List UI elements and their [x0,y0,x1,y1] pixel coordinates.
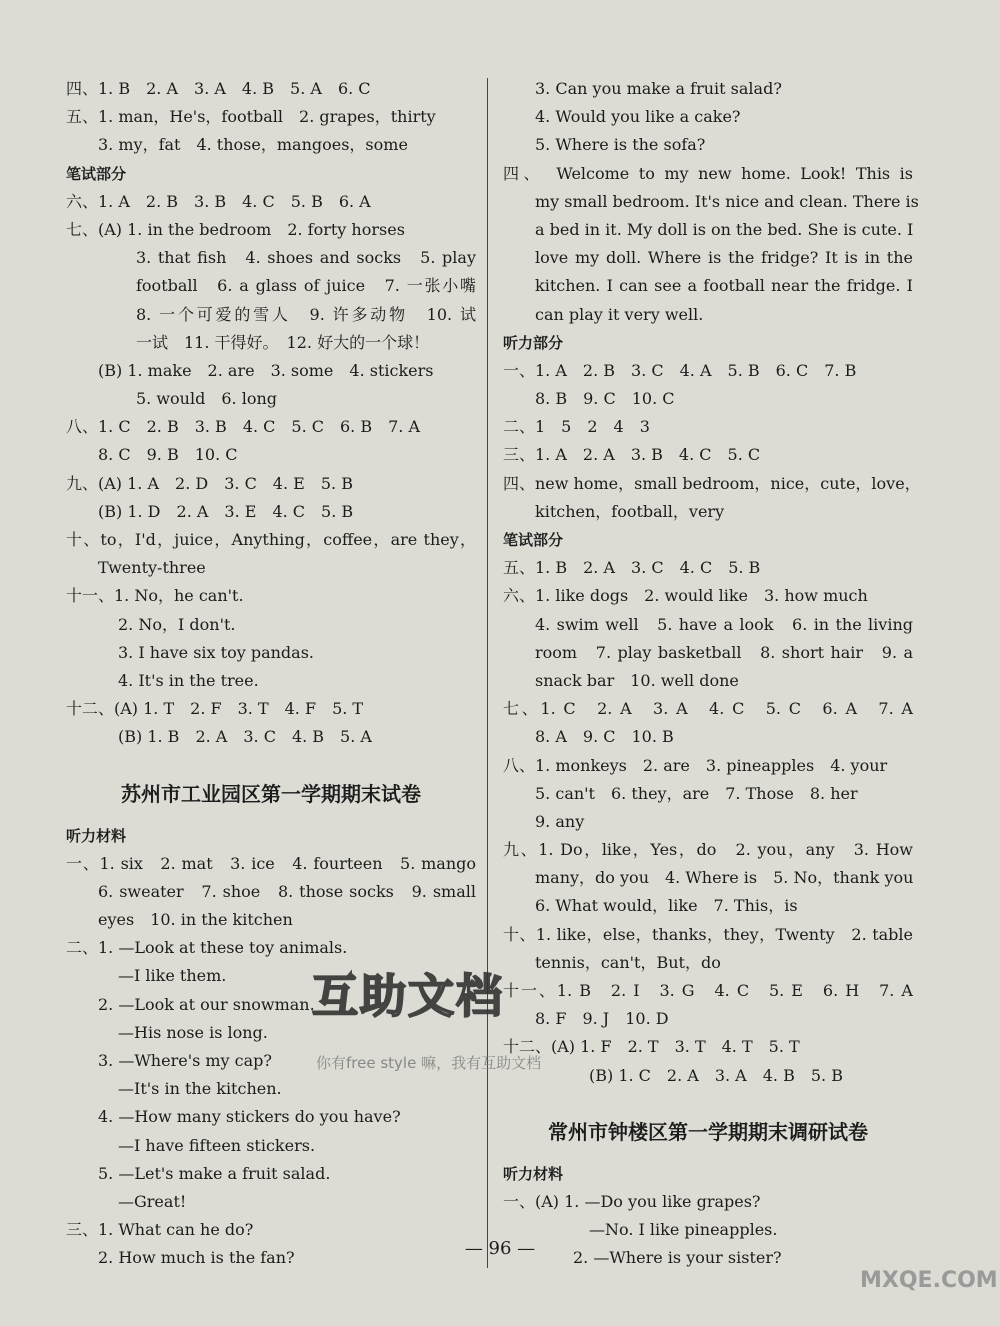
answer-line: 五、1. man，He's，football 2. grapes，thirty [66,107,436,127]
answer-line: 2. How much is the fan? [98,1248,295,1268]
section-heading: 听力材料 [503,1164,564,1183]
answer-line: 八、1. C 2. B 3. B 4. C 5. C 6. B 7. A [66,417,421,437]
answer-line: Twenty-three [98,558,206,578]
section-heading: 听力材料 [66,826,127,845]
answer-line: 8. B 9. C 10. C [535,389,675,409]
answer-line: 8. F 9. J 10. D [535,1009,669,1029]
left-column [66,75,476,1273]
section-heading: 笔试部分 [503,531,564,549]
answer-line: 二、1. —Look at these toy animals. [66,938,348,958]
watermark-site: MXQE.COM [860,1268,998,1293]
page-number: — 96 — [464,1238,536,1259]
column-divider [487,78,488,1268]
answer-line: 五、1. B 2. A 3. C 4. C 5. B [503,558,761,578]
answer-line: 4. Would you like a cake? [535,107,741,127]
answer-line: football 6. a glass of juice 7. 一张小嘴 [136,276,476,296]
answer-line: 一试 11. 干得好。 12. 好大的一个球！ [136,332,430,352]
answer-line: 3. I have six toy pandas. [118,642,314,662]
answer-line: can play it very well. [535,304,704,324]
answer-line: 三、1. What can he do? [66,1220,254,1240]
right-column [503,75,921,1273]
answer-line: 三、1. A 2. A 3. B 4. C 5. C [503,445,761,465]
answer-line: 5. —Let's make a fruit salad. [98,1163,331,1183]
answer-line: 2. —Look at our snowman. [98,994,315,1014]
answer-line: 四、 Welcome to my new home. Look! This is [503,163,913,183]
answer-line: —I like them. [118,966,227,986]
answer-line: snack bar 10. well done [535,670,739,690]
answer-line: 5. would 6. long [136,389,277,409]
answer-line: love my doll. Where is the fridge? It is in the [535,248,913,268]
answer-line: 3. —Where's my cap? [98,1051,272,1070]
answer-line: a bed in it. My doll is on the bed. She is cute. I [535,219,914,239]
answer-line: 8. C 9. B 10. C [98,445,238,465]
answer-line: 2. No，I don't. [118,614,236,634]
answer-line: 八、1. monkeys 2. are 3. pineapples 4. your [503,755,888,775]
answer-line: 七、1. C 2. A 3. A 4. C 5. C 6. A 7. A [503,699,913,719]
answer-line: (B) 1. B 2. A 3. C 4. B 5. A [118,727,372,747]
answer-line: 十二、(A) 1. T 2. F 3. T 4. F 5. T [66,699,364,719]
answer-line: 二、1 5 2 4 3 [503,417,650,437]
answer-line: 六、1. A 2. B 3. B 4. C 5. B 6. A [66,191,371,211]
answer-line: 四、new home，small bedroom，nice，cute，love， [503,473,921,493]
answer-line: (B) 1. C 2. A 3. A 4. B 5. B [589,1065,843,1085]
answer-line: —Great! [118,1191,187,1211]
answer-line: —It's in the kitchen. [118,1079,282,1099]
answer-line: 四、1. B 2. A 3. A 4. B 5. A 6. C [66,79,371,98]
answer-line [503,1090,913,1104]
answer-line: 5. Where is the sofa? [535,135,706,155]
answer-line: 九、1. Do，like，Yes，do 2. you，any 3. How [503,840,913,860]
answer-line: 十一、1. B 2. I 3. G 4. C 5. E 6. H 7. A [503,981,913,1000]
answer-line: 十、to，I'd，juice，Anything，coffee，are they， [66,530,476,549]
answer-line [66,752,476,766]
answer-line: 一、(A) 1. —Do you like grapes? [503,1191,761,1211]
answer-line: 3. Can you make a fruit salad? [535,79,782,98]
answer-line: 4. —How many stickers do you have? [98,1107,401,1127]
answer-line: —I have fifteen stickers. [118,1135,316,1155]
answer-line: 5. can't 6. they，are 7. Those 8. her [535,783,858,803]
answer-line: 十、1. like，else，thanks，they，Twenty 2. table [503,924,913,944]
answer-line: eyes 10. in the kitchen [98,910,293,930]
answer-line: 六、1. like dogs 2. would like 3. how much [503,586,868,606]
section-title: 苏州市工业园区第一学期期末试卷 [121,781,421,806]
answer-line: kitchen. I can see a football near the fridge. I [535,276,913,296]
section-heading: 听力部分 [503,333,564,352]
answer-line: 4. It's in the tree. [118,670,259,690]
answer-line: 十一、1. No，he can't. [66,586,244,606]
answer-line: 九、(A) 1. A 2. D 3. C 4. E 5. B [66,473,353,493]
section-heading: 笔试部分 [66,164,127,183]
answer-line: 8. A 9. C 10. B [535,727,674,747]
answer-line: 9. any [535,811,585,831]
answer-line: —No. I like pineapples. [589,1220,778,1240]
answer-line: —His nose is long. [118,1022,268,1042]
answer-line: 6. sweater 7. shoe 8. those socks 9. small [98,881,476,901]
answer-line: 十二、(A) 1. F 2. T 3. T 4. T 5. T [503,1037,800,1057]
answer-line: room 7. play basketball 8. short hair 9. a [535,642,913,662]
answer-line: 2. —Where is your sister? [573,1248,782,1268]
answer-line: 8. 一个可爱的雪人 9. 许多动物 10. 试 [136,304,476,324]
watermark-slogan: 你有free style 嘛，我有互助文档 [316,1054,542,1072]
answer-line: 七、(A) 1. in the bedroom 2. forty horses [66,219,405,239]
answer-line: 3. my，fat 4. those，mangoes，some [98,135,408,155]
answer-line: my small bedroom. It's nice and clean. There is [535,191,919,211]
watermark-logo: 互助文档 [312,969,504,1023]
answer-line: (B) 1. make 2. are 3. some 4. stickers [98,360,434,380]
answer-line: (B) 1. D 2. A 3. E 4. C 5. B [98,501,354,521]
answer-line: kitchen，football，very [535,501,725,521]
answer-line: 一、1. A 2. B 3. C 4. A 5. B 6. C 7. B [503,360,857,380]
answer-line: 6. What would，like 7. This，is [535,896,798,916]
section-title: 常州市钟楼区第一学期期末调研试卷 [548,1119,868,1144]
answer-line: 3. that fish 4. shoes and socks 5. play [136,248,476,268]
answer-line: many，do you 4. Where is 5. No，thank you [535,868,914,888]
answer-line: 一、1. six 2. mat 3. ice 4. fourteen 5. mango [66,853,476,873]
answer-line: tennis，can't，But，do [535,952,721,972]
answer-line: 4. swim well 5. have a look 6. in the living [535,614,913,634]
